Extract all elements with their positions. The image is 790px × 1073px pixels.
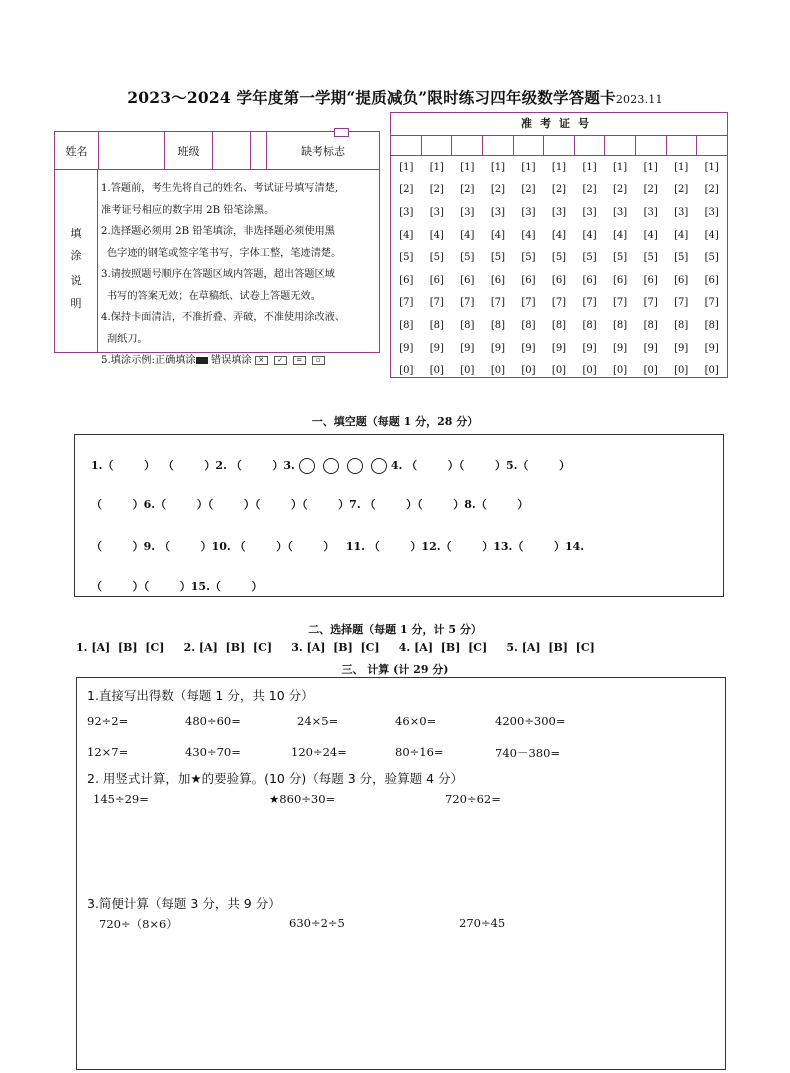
fill-line-2: （ ）6.（ ）（ ）（ ）（ ）7. （ ）（ ）8.（ ）: [91, 498, 529, 511]
exam-id-digit-bubble[interactable]: [6]: [521, 274, 536, 286]
note-line: 书写的答案无效；在草稿纸、试卷上答题无效。: [107, 290, 321, 302]
exam-id-digit-bubble[interactable]: [3]: [674, 206, 689, 218]
exam-id-digit-bubble[interactable]: [2]: [674, 184, 689, 196]
exam-id-digit-bubble[interactable]: [9]: [582, 342, 597, 354]
exam-id-write-cell[interactable]: [422, 135, 453, 155]
exam-id-write-row: [391, 135, 727, 156]
exam-id-digit-row: [391, 292, 727, 315]
exam-id-digit-bubble[interactable]: [3]: [551, 206, 567, 218]
exam-id-digit-bubble[interactable]: [9]: [613, 342, 628, 354]
exam-id-digit-bubble[interactable]: [5]: [521, 252, 536, 264]
exam-id-digit-bubble[interactable]: [7]: [582, 297, 597, 309]
exam-id-digit-bubble[interactable]: [8]: [704, 319, 719, 331]
exam-id-digit-bubble[interactable]: [1]: [704, 161, 719, 173]
wrong-fill-cross-icon: ×: [255, 356, 268, 365]
exam-id-digit-bubble[interactable]: [0]: [460, 365, 475, 377]
exam-id-digit-bubble[interactable]: [0]: [429, 365, 444, 377]
exam-id-digit-bubble[interactable]: [1]: [460, 161, 475, 173]
calculation-answer-box[interactable]: [76, 677, 726, 1070]
q-vertical: 145÷29=: [93, 792, 149, 806]
exam-id-write-cell[interactable]: [667, 135, 698, 155]
exam-id-digit-bubble[interactable]: [7]: [643, 297, 658, 309]
exam-id-digit-bubble[interactable]: [2]: [582, 184, 597, 196]
q-oral: 24×5=: [297, 714, 339, 728]
exam-id-digit-bubble[interactable]: [8]: [551, 319, 567, 331]
exam-id-digit-bubble[interactable]: [1]: [674, 161, 689, 173]
note-line: 3.请按照题号顺序在答题区域内答题，超出答题区域: [101, 269, 335, 280]
exam-id-digit-bubble[interactable]: [0]: [643, 365, 658, 377]
exam-id-write-cell[interactable]: [514, 135, 545, 155]
wrong-fill-line-icon: =: [293, 356, 306, 365]
exam-id-digit-bubble[interactable]: [1]: [429, 161, 444, 173]
name-label: 姓名: [55, 132, 99, 169]
exam-id-digit-bubble[interactable]: [3]: [490, 206, 505, 218]
exam-id-digit-bubble[interactable]: [2]: [521, 184, 536, 196]
side-char: 填: [70, 227, 82, 240]
exam-id-digit-bubble[interactable]: [6]: [704, 274, 719, 286]
absent-label: 缺考标志: [301, 144, 345, 158]
exam-id-digit-bubble[interactable]: [9]: [521, 342, 536, 354]
exam-id-bubbles: [391, 156, 727, 382]
note-line: 刮纸刀。: [107, 333, 148, 345]
class-label: 班级: [165, 132, 213, 169]
exam-id-digit-bubble[interactable]: [3]: [399, 206, 414, 218]
exam-id-digit-bubble[interactable]: [2]: [429, 184, 444, 196]
exam-id-digit-bubble[interactable]: [2]: [460, 184, 475, 196]
exam-id-digit-bubble[interactable]: [7]: [490, 297, 505, 309]
exam-id-digit-bubble[interactable]: [5]: [643, 252, 658, 264]
note-line: 准考证号相应的数字用 2B 铅笔涂黑。: [101, 204, 275, 216]
exam-id-digit-bubble[interactable]: [2]: [551, 184, 567, 196]
exam-id-write-cell[interactable]: [391, 135, 422, 155]
fill-text: 4. （ ）（ ）5.（ ）: [390, 459, 571, 472]
q-oral: 46×0=: [395, 714, 437, 728]
exam-id-digit-bubble[interactable]: [1]: [643, 161, 658, 173]
q-oral: 12×7=: [87, 745, 129, 759]
exam-id-digit-bubble[interactable]: [8]: [674, 319, 689, 331]
exam-id-digit-bubble[interactable]: [8]: [643, 319, 658, 331]
exam-id-digit-row: [391, 359, 727, 382]
section2-title: 二、选择题（每题 1 分，计 5 分）: [308, 623, 482, 636]
exam-id-digit-bubble[interactable]: [4]: [399, 229, 414, 241]
exam-id-digit-bubble[interactable]: [9]: [460, 342, 475, 354]
exam-id-digit-bubble[interactable]: [7]: [521, 297, 536, 309]
exam-id-digit-bubble[interactable]: [9]: [490, 342, 505, 354]
q-oral: 740－380=: [495, 746, 561, 760]
exam-id-digit-bubble[interactable]: [7]: [613, 297, 628, 309]
q-oral: 480÷60=: [185, 714, 241, 728]
exam-id-write-cell[interactable]: [452, 135, 483, 155]
exam-id-write-cell[interactable]: [544, 135, 575, 155]
exam-id-digit-bubble[interactable]: [1]: [551, 161, 567, 173]
exam-id-digit-bubble[interactable]: [6]: [674, 274, 689, 286]
exam-id-digit-bubble[interactable]: [3]: [429, 206, 444, 218]
exam-id-digit-bubble[interactable]: [2]: [704, 184, 719, 196]
exam-id-digit-bubble[interactable]: [7]: [429, 297, 444, 309]
wrong-fill-check-icon: ✓: [274, 356, 287, 365]
note-line: 4.保持卡面清洁，不准折叠、弄破，不准使用涂改液、: [101, 312, 346, 323]
exam-id-digit-bubble[interactable]: [9]: [643, 342, 658, 354]
exam-id-digit-bubble[interactable]: [3]: [613, 206, 628, 218]
q-simplify: 270÷45: [459, 916, 506, 930]
exam-id-digit-bubble[interactable]: [2]: [399, 184, 414, 196]
q-oral: 92÷2=: [87, 714, 129, 728]
exam-id-digit-bubble[interactable]: [3]: [643, 206, 658, 218]
exam-id-digit-bubble[interactable]: [6]: [399, 274, 414, 286]
note-line: 1.答题前，考生先将自己的姓名、考试证号填写清楚,: [101, 183, 339, 194]
exam-id-digit-bubble[interactable]: [1]: [582, 161, 597, 173]
exam-id-digit-bubble[interactable]: [6]: [429, 274, 444, 286]
exam-id-digit-bubble[interactable]: [8]: [429, 319, 444, 331]
q-oral: 4200÷300=: [495, 714, 566, 728]
part1-title: 1.直接写出得数（每题 1 分，共 10 分）: [87, 688, 314, 703]
exam-id-digit-row: [391, 224, 727, 247]
section3-title: 三、 计算 (计 29 分): [341, 663, 449, 676]
instructions-text: [101, 178, 377, 372]
choice-bubbles[interactable]: 1. [A] [B] [C] 2. [A] [B] [C] 3. [A] [B] [C] 4. [A] [B] [C] 5. [A] [B] [C]: [76, 641, 595, 654]
fill-example: [101, 350, 377, 372]
wrong-fill-partial-icon: ▫: [312, 356, 325, 365]
exam-id-digit-bubble[interactable]: [1]: [613, 161, 628, 173]
exam-id-digit-bubble[interactable]: [1]: [521, 161, 536, 173]
exam-id-grid: [390, 112, 728, 378]
absent-mark-box[interactable]: [334, 128, 349, 137]
exam-id-digit-bubble[interactable]: [0]: [613, 365, 628, 377]
exam-id-digit-bubble[interactable]: [3]: [704, 206, 719, 218]
exam-id-title: 准考证号: [391, 113, 727, 136]
exam-id-digit-bubble[interactable]: [6]: [582, 274, 597, 286]
exam-id-digit-bubble[interactable]: [0]: [399, 365, 414, 377]
exam-id-digit-row: [391, 246, 727, 269]
exam-id-digit-bubble[interactable]: [4]: [582, 229, 597, 241]
exam-id-digit-bubble[interactable]: [4]: [613, 229, 628, 241]
exam-id-digit-row: [391, 201, 727, 224]
exam-id-digit-row: [391, 314, 727, 337]
q-vertical: ★860÷30=: [269, 792, 336, 806]
exam-id-digit-bubble[interactable]: [4]: [521, 229, 536, 241]
exam-id-digit-bubble[interactable]: [7]: [551, 297, 567, 309]
exam-id-digit-bubble[interactable]: [6]: [613, 274, 628, 286]
exam-id-digit-bubble[interactable]: [2]: [490, 184, 505, 196]
wrong-label: 错误填涂: [210, 355, 252, 366]
exam-id-digit-bubble[interactable]: [3]: [521, 206, 536, 218]
exam-id-digit-bubble[interactable]: [5]: [429, 252, 444, 264]
note-line: 色字迹的钢笔或签字笔书写，字体工整，笔迹清楚。: [107, 247, 342, 259]
q-simplify: 630÷2÷5: [289, 916, 345, 930]
exam-id-digit-bubble[interactable]: [8]: [399, 319, 414, 331]
q-vertical: 720÷62=: [445, 792, 501, 806]
fill-in-answer-box[interactable]: [74, 434, 724, 597]
exam-id-digit-bubble[interactable]: [8]: [613, 319, 628, 331]
circle-blank[interactable]: [323, 458, 339, 474]
q-simplify: 720÷（8×6）: [99, 917, 178, 931]
fill-line-1: [91, 457, 570, 474]
q-oral: 430÷70=: [185, 745, 241, 759]
class-field[interactable]: [213, 132, 251, 169]
exam-id-digit-bubble[interactable]: [1]: [490, 161, 505, 173]
correct-fill-icon: [196, 357, 208, 364]
exam-id-digit-bubble[interactable]: [3]: [460, 206, 475, 218]
exam-id-digit-bubble[interactable]: [5]: [490, 252, 505, 264]
exam-id-digit-bubble[interactable]: [4]: [551, 229, 567, 241]
exam-id-digit-bubble[interactable]: [8]: [582, 319, 597, 331]
exam-id-digit-bubble[interactable]: [0]: [551, 365, 567, 377]
exam-id-digit-bubble[interactable]: [0]: [704, 365, 719, 377]
exam-id-digit-bubble[interactable]: [9]: [399, 342, 414, 354]
exam-id-digit-bubble[interactable]: [5]: [704, 252, 719, 264]
exam-id-digit-row: [391, 337, 727, 360]
exam-id-digit-bubble[interactable]: [5]: [674, 252, 689, 264]
spacer-cell: [251, 132, 267, 169]
exam-id-write-cell[interactable]: [605, 135, 636, 155]
title-text: 2023～2024 学年度第一学期“提质减负”限时练习四年级数学答题卡: [127, 88, 616, 107]
side-char: 涂: [70, 249, 82, 262]
exam-id-digit-bubble[interactable]: [5]: [551, 252, 567, 264]
exam-id-digit-bubble[interactable]: [9]: [674, 342, 689, 354]
exam-id-digit-bubble[interactable]: [4]: [643, 229, 658, 241]
part3-title: 3.简便计算（每题 3 分，共 9 分）: [87, 896, 281, 911]
q-oral: 120÷24=: [291, 745, 347, 759]
exam-id-digit-bubble[interactable]: [0]: [582, 365, 597, 377]
exam-id-digit-bubble[interactable]: [6]: [460, 274, 475, 286]
exam-id-digit-bubble[interactable]: [4]: [674, 229, 689, 241]
fill-text: 1.（ ） （ ）2. （ ）3.: [91, 459, 295, 472]
exam-id-digit-bubble[interactable]: [7]: [399, 297, 414, 309]
title-date: 2023.11: [615, 93, 663, 106]
exam-id-write-cell[interactable]: [697, 135, 727, 155]
exam-id-digit-bubble[interactable]: [7]: [460, 297, 475, 309]
exam-id-digit-bubble[interactable]: [8]: [490, 319, 505, 331]
note-line: 2.选择题必须用 2B 铅笔填涂，非选择题必须使用黑: [101, 226, 335, 237]
exam-id-digit-bubble[interactable]: [2]: [643, 184, 658, 196]
exam-id-digit-bubble[interactable]: [9]: [704, 342, 719, 354]
q-oral: 80÷16=: [395, 745, 444, 759]
exam-id-write-cell[interactable]: [636, 135, 667, 155]
side-char: 明: [70, 297, 82, 310]
circle-blank[interactable]: [299, 458, 315, 474]
example-label: 5.填涂示例:正确填涂: [101, 355, 196, 366]
exam-id-digit-bubble[interactable]: [7]: [674, 297, 689, 309]
circle-blank[interactable]: [347, 458, 363, 474]
fill-line-3: （ ）9. （ ）10. （ ）（ ） 11. （ ）12.（ ）13.（ ）14.: [91, 540, 585, 553]
exam-id-digit-bubble[interactable]: [6]: [551, 274, 567, 286]
name-field[interactable]: [99, 132, 165, 169]
exam-id-write-cell[interactable]: [483, 135, 514, 155]
exam-id-digit-bubble[interactable]: [0]: [521, 365, 536, 377]
instructions-side-label: [55, 169, 98, 352]
exam-id-digit-bubble[interactable]: [9]: [429, 342, 444, 354]
exam-id-digit-bubble[interactable]: [4]: [460, 229, 475, 241]
side-char: 说: [70, 274, 82, 287]
exam-id-digit-row: [391, 269, 727, 292]
exam-id-digit-bubble[interactable]: [5]: [399, 252, 414, 264]
exam-id-digit-bubble[interactable]: [4]: [429, 229, 444, 241]
part2-title: 2. 用竖式计算，加★的要验算。(10 分)（每题 3 分，验算题 4 分）: [87, 771, 464, 786]
exam-id-digit-bubble[interactable]: [4]: [704, 229, 719, 241]
exam-id-digit-bubble[interactable]: [9]: [551, 342, 567, 354]
exam-id-digit-bubble[interactable]: [5]: [460, 252, 475, 264]
exam-id-digit-bubble[interactable]: [0]: [490, 365, 505, 377]
exam-id-digit-bubble[interactable]: [6]: [643, 274, 658, 286]
page-title: [0, 86, 790, 108]
exam-id-digit-bubble[interactable]: [8]: [460, 319, 475, 331]
exam-id-digit-bubble[interactable]: [7]: [704, 297, 719, 309]
exam-id-write-cell[interactable]: [575, 135, 606, 155]
exam-id-digit-bubble[interactable]: [8]: [521, 319, 536, 331]
exam-id-digit-bubble[interactable]: [1]: [399, 161, 414, 173]
exam-id-digit-row: [391, 156, 727, 179]
circle-blank[interactable]: [371, 458, 387, 474]
exam-id-digit-bubble[interactable]: [0]: [674, 365, 689, 377]
fill-line-4: （ ）（ ）15.（ ）: [91, 580, 263, 593]
exam-id-digit-row: [391, 179, 727, 202]
exam-id-digit-bubble[interactable]: [2]: [613, 184, 628, 196]
section1-title: 一、填空题（每题 1 分，28 分）: [311, 415, 479, 428]
exam-id-digit-bubble[interactable]: [3]: [582, 206, 597, 218]
exam-id-digit-bubble[interactable]: [4]: [490, 229, 505, 241]
student-info-box: [54, 131, 380, 366]
exam-id-digit-bubble[interactable]: [6]: [490, 274, 505, 286]
exam-id-digit-bubble[interactable]: [5]: [613, 252, 628, 264]
exam-id-digit-bubble[interactable]: [5]: [582, 252, 597, 264]
